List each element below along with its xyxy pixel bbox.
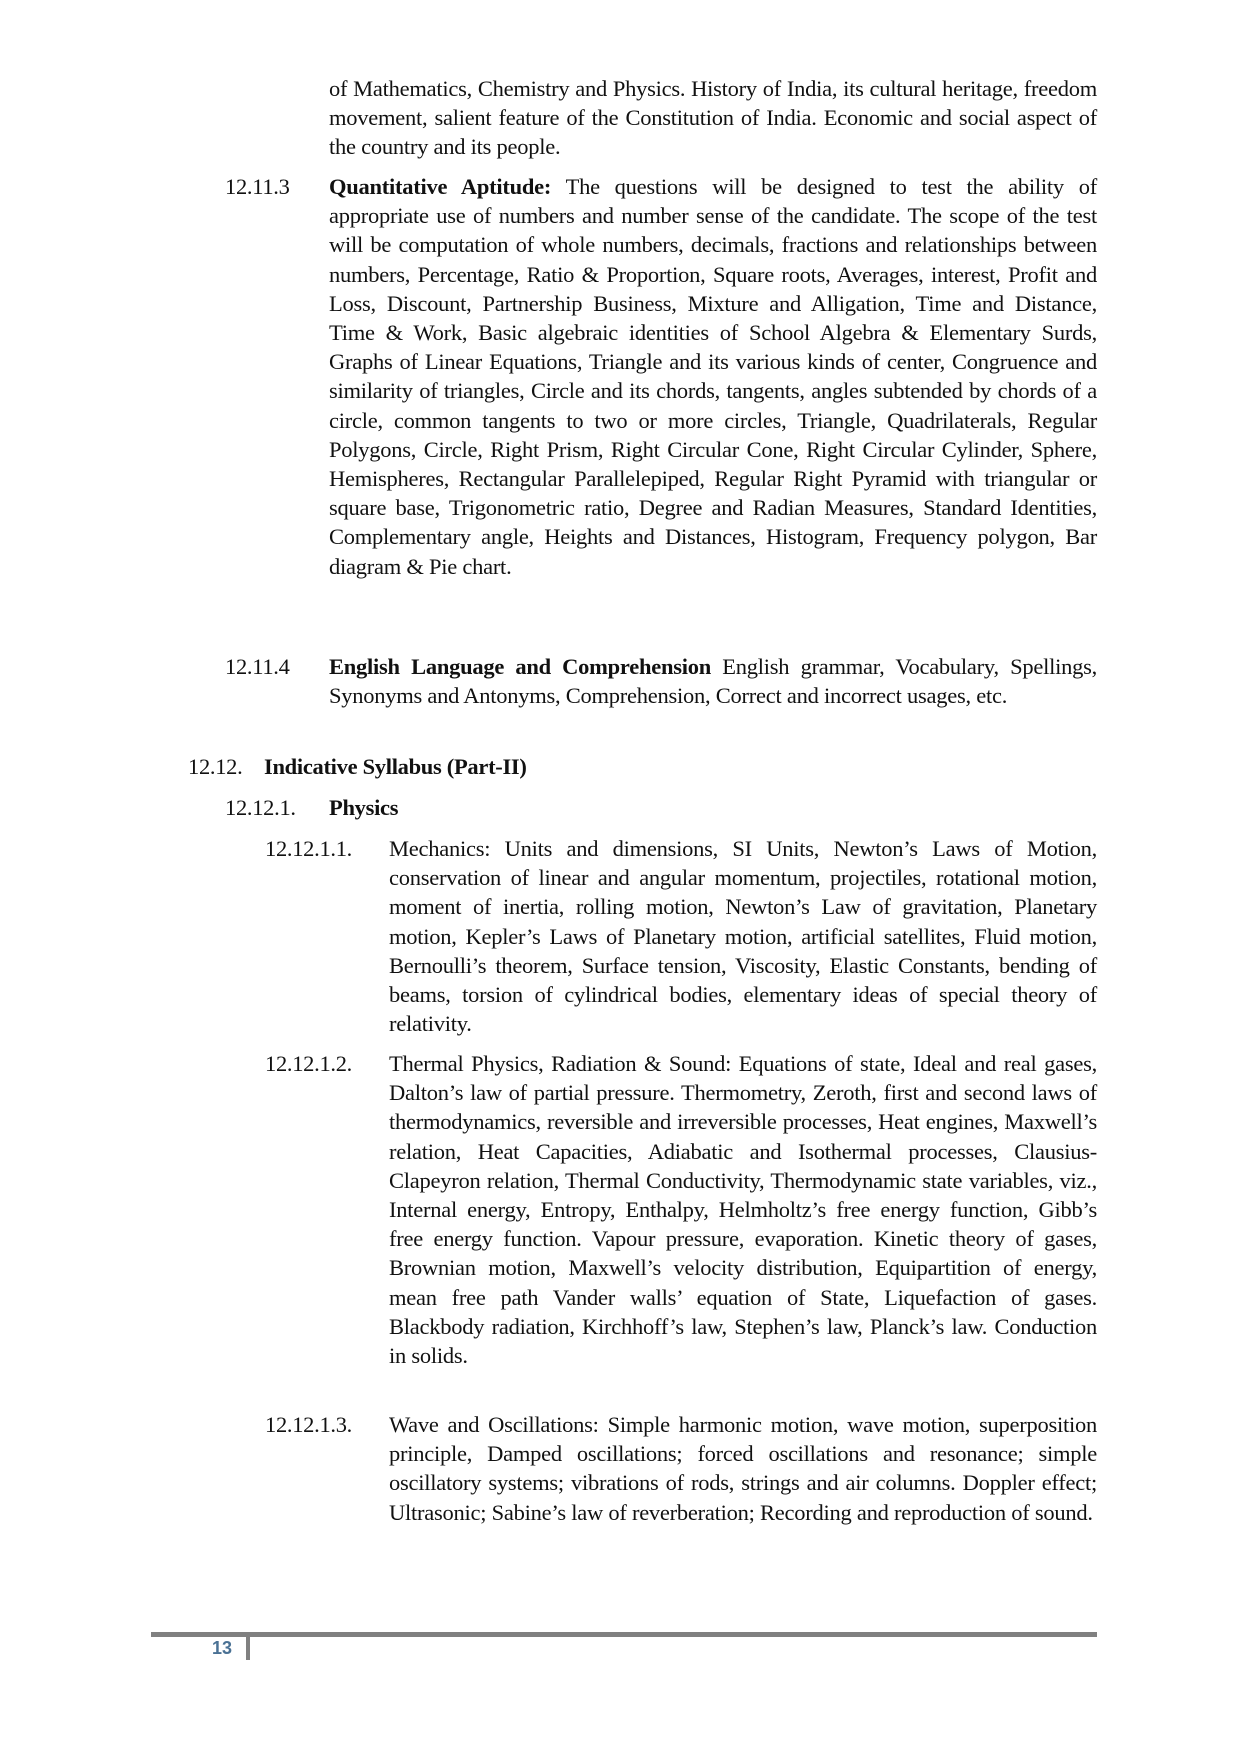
section-number-12-11-4: 12.11.4 <box>225 654 290 679</box>
section-12-12-heading: Indicative Syllabus (Part-II) <box>264 754 527 779</box>
section-12-11-4-title: English Language and Comprehension <box>329 654 712 679</box>
section-12-11-3-text: The questions will be designed to test the ability of appropriate use of numbers and number sense of the candidate. The scope of the test will be computation of whole numbers, decimals, fractions and relationships between numbers, Percentage, Ratio & Proportion, Square roots, Averages, interest, Profit and Loss, Discount, Partnership Business, Mixture and Alligation, Time and Distance, Time & Work, Basic algebraic identities of School Algebra & Elementary Surds, Graphs of Linear Equations, Triangle and its various kinds of center, Congruence and similarity of triangles, Circle and its chords, tangents, angles subtended by chords of a circle, common tangents to two or more circles, Triangle, Quadrilaterals, Regular Polygons, Circle, Right Prism, Right Circular Cone, Right Circular Cylinder, Sphere, Hemispheres, Rectangular Parallelepiped, Regular Right Pyramid with triangular or square base, Trigonometric ratio, Degree and Radian Measures, Standard Identities, Complementary angle, Heights and Distances, Histogram, Frequency polygon, Bar diagram & Pie chart. <box>329 174 1097 579</box>
page-number: 13 <box>212 1638 233 1658</box>
section-number-12-12-1-3: 12.12.1.3. <box>265 1412 353 1437</box>
section-number-12-12-1: 12.12.1. <box>225 795 296 820</box>
footer-rule <box>151 1632 1097 1637</box>
section-12-11-4-body <box>329 652 1097 710</box>
section-12-12-1-3-body: Wave and Oscillations: Simple harmonic motion, wave motion, superposition principle, Damped oscillations; forced oscillations and resonance; simple oscillatory systems; vibrations of rods, strings and air columns. Doppler effect; Ultrasonic; Sabine’s law of reverberation; Recording and reproduction of sound. <box>389 1412 1097 1525</box>
section-12-11-4-text: English grammar, Vocabulary, Spellings, Synonyms and Antonyms, Comprehension, Correct and incorrect usages, etc. <box>329 654 1097 709</box>
section-12-12-1-1-body: Mechanics: Units and dimensions, SI Units, Newton’s Laws of Motion, conservation of linear and angular momentum, projectiles, rotational motion, moment of inertia, rolling motion, Newton’s Law of gravitation, Planetary motion, Kepler’s Laws of Planetary motion, artificial satellites, Fluid motion, Bernoulli’s theorem, Surface tension, Viscosity, Elastic Constants, bending of beams, torsion of cylindrical bodies, elementary ideas of special theory of relativity. <box>389 836 1097 1037</box>
section-12-11-3-body <box>329 172 1097 581</box>
footer-divider-tick <box>246 1636 250 1660</box>
section-12-12-1-2-body: Thermal Physics, Radiation & Sound: Equations of state, Ideal and real gases, Dalton’s law of partial pressure. Thermometry, Zeroth, first and second laws of thermodynamics, reversible and irreversible processes, Heat engines, Maxwell’s relation, Heat Capacities, Adiabatic and Isothermal processes, Clausius-Clapeyron relation, Thermal Conductivity, Thermodynamic state variables, viz., Internal energy, Entropy, Enthalpy, Helmholtz’s free energy function, Gibb’s free energy function. Vapour pressure, evaporation. Kinetic theory of gases, Brownian motion, Maxwell’s velocity distribution, Equipartition of energy, mean free path Vander walls’ equation of State, Liquefaction of gases. Blackbody radiation, Kirchhoff’s law, Stephen’s law, Planck’s law. Conduction in solids. <box>389 1051 1097 1369</box>
continuation-paragraph: of Mathematics, Chemistry and Physics. History of India, its cultural heritage, freedom movement, salient feature of the Constitution of India. Economic and social aspect of the country and its people. <box>329 76 1097 160</box>
section-number-12-11-3: 12.11.3 <box>225 174 290 199</box>
section-number-12-12-1-2: 12.12.1.2. <box>265 1051 353 1076</box>
section-number-12-12-1-1: 12.12.1.1. <box>265 836 353 861</box>
section-number-12-12: 12.12. <box>188 754 243 779</box>
section-12-12-1-heading: Physics <box>329 795 399 820</box>
section-12-11-3-title: Quantitative Aptitude: <box>329 174 552 199</box>
